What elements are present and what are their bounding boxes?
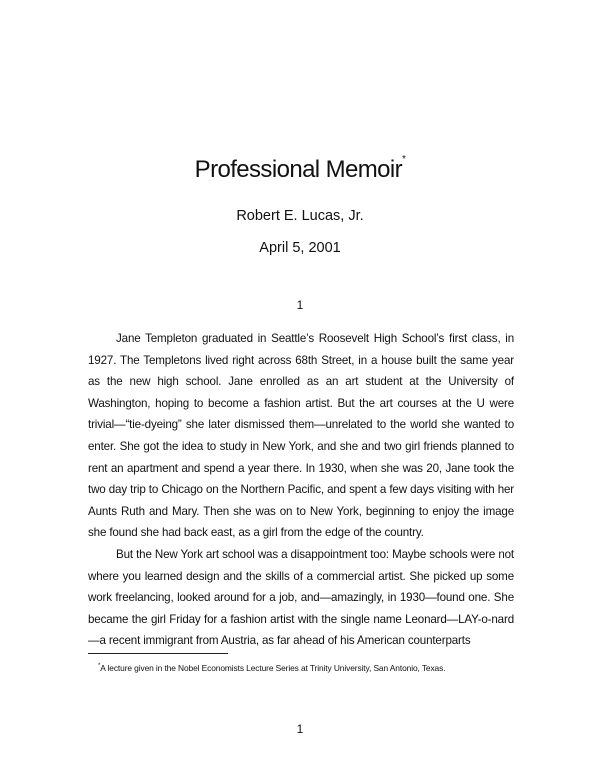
footnote-rule bbox=[88, 653, 228, 654]
body-text bbox=[88, 328, 514, 652]
footnote-mark: * bbox=[98, 663, 101, 669]
title-footnote-mark: * bbox=[402, 154, 406, 165]
section-number: 1 bbox=[296, 298, 304, 312]
paragraph-2: But the New York art school was a disappointment too: Maybe schools were not where you learned design and the skills of a commercial artist. She picked up some work freelancing, looked around for a job, and—amazingly, in 1930—found one. She became the girl Friday for a fashion artist with the single name Leonard—LAY-o-nard—a recent immigrant from Austria, as far ahead of his American counterparts bbox=[88, 547, 514, 648]
paragraph-1: Jane Templeton graduated in Seattle’s Roosevelt High School’s ﬁrst class, in 1927. The Templetons lived right across 68th Street, in a house built the same year as the new high school. Jane enrolled as an art student at the University of Washington, hoping to become a fashion artist. But the art courses at the U were trivial—“tie-dyeing” she later dismissed them—unrelated to the world she wanted to enter. She got the idea to study in New York, and she and two girl friends planned to rent an apartment and spend a year there. In 1930, when she was 20, Jane took the two day trip to Chicago on the Northern Paciﬁc, and spent a few days visiting with her Aunts Ruth and Mary. Then she was on to New York, beginning to enjoy the image she found she had back east, as a girl from the edge of the country. bbox=[88, 332, 514, 540]
page-number: 1 bbox=[296, 722, 304, 736]
footnote bbox=[88, 657, 514, 677]
author-name: Robert E. Lucas, Jr. bbox=[236, 208, 364, 224]
footnote-text: A lecture given in the Nobel Economists Lecture Series at Trinity University, San Antonio, Texas. bbox=[100, 662, 446, 673]
document-date: April 5, 2001 bbox=[259, 240, 341, 256]
title-text: Professional Memoir bbox=[194, 156, 403, 183]
document-title bbox=[0, 156, 600, 184]
